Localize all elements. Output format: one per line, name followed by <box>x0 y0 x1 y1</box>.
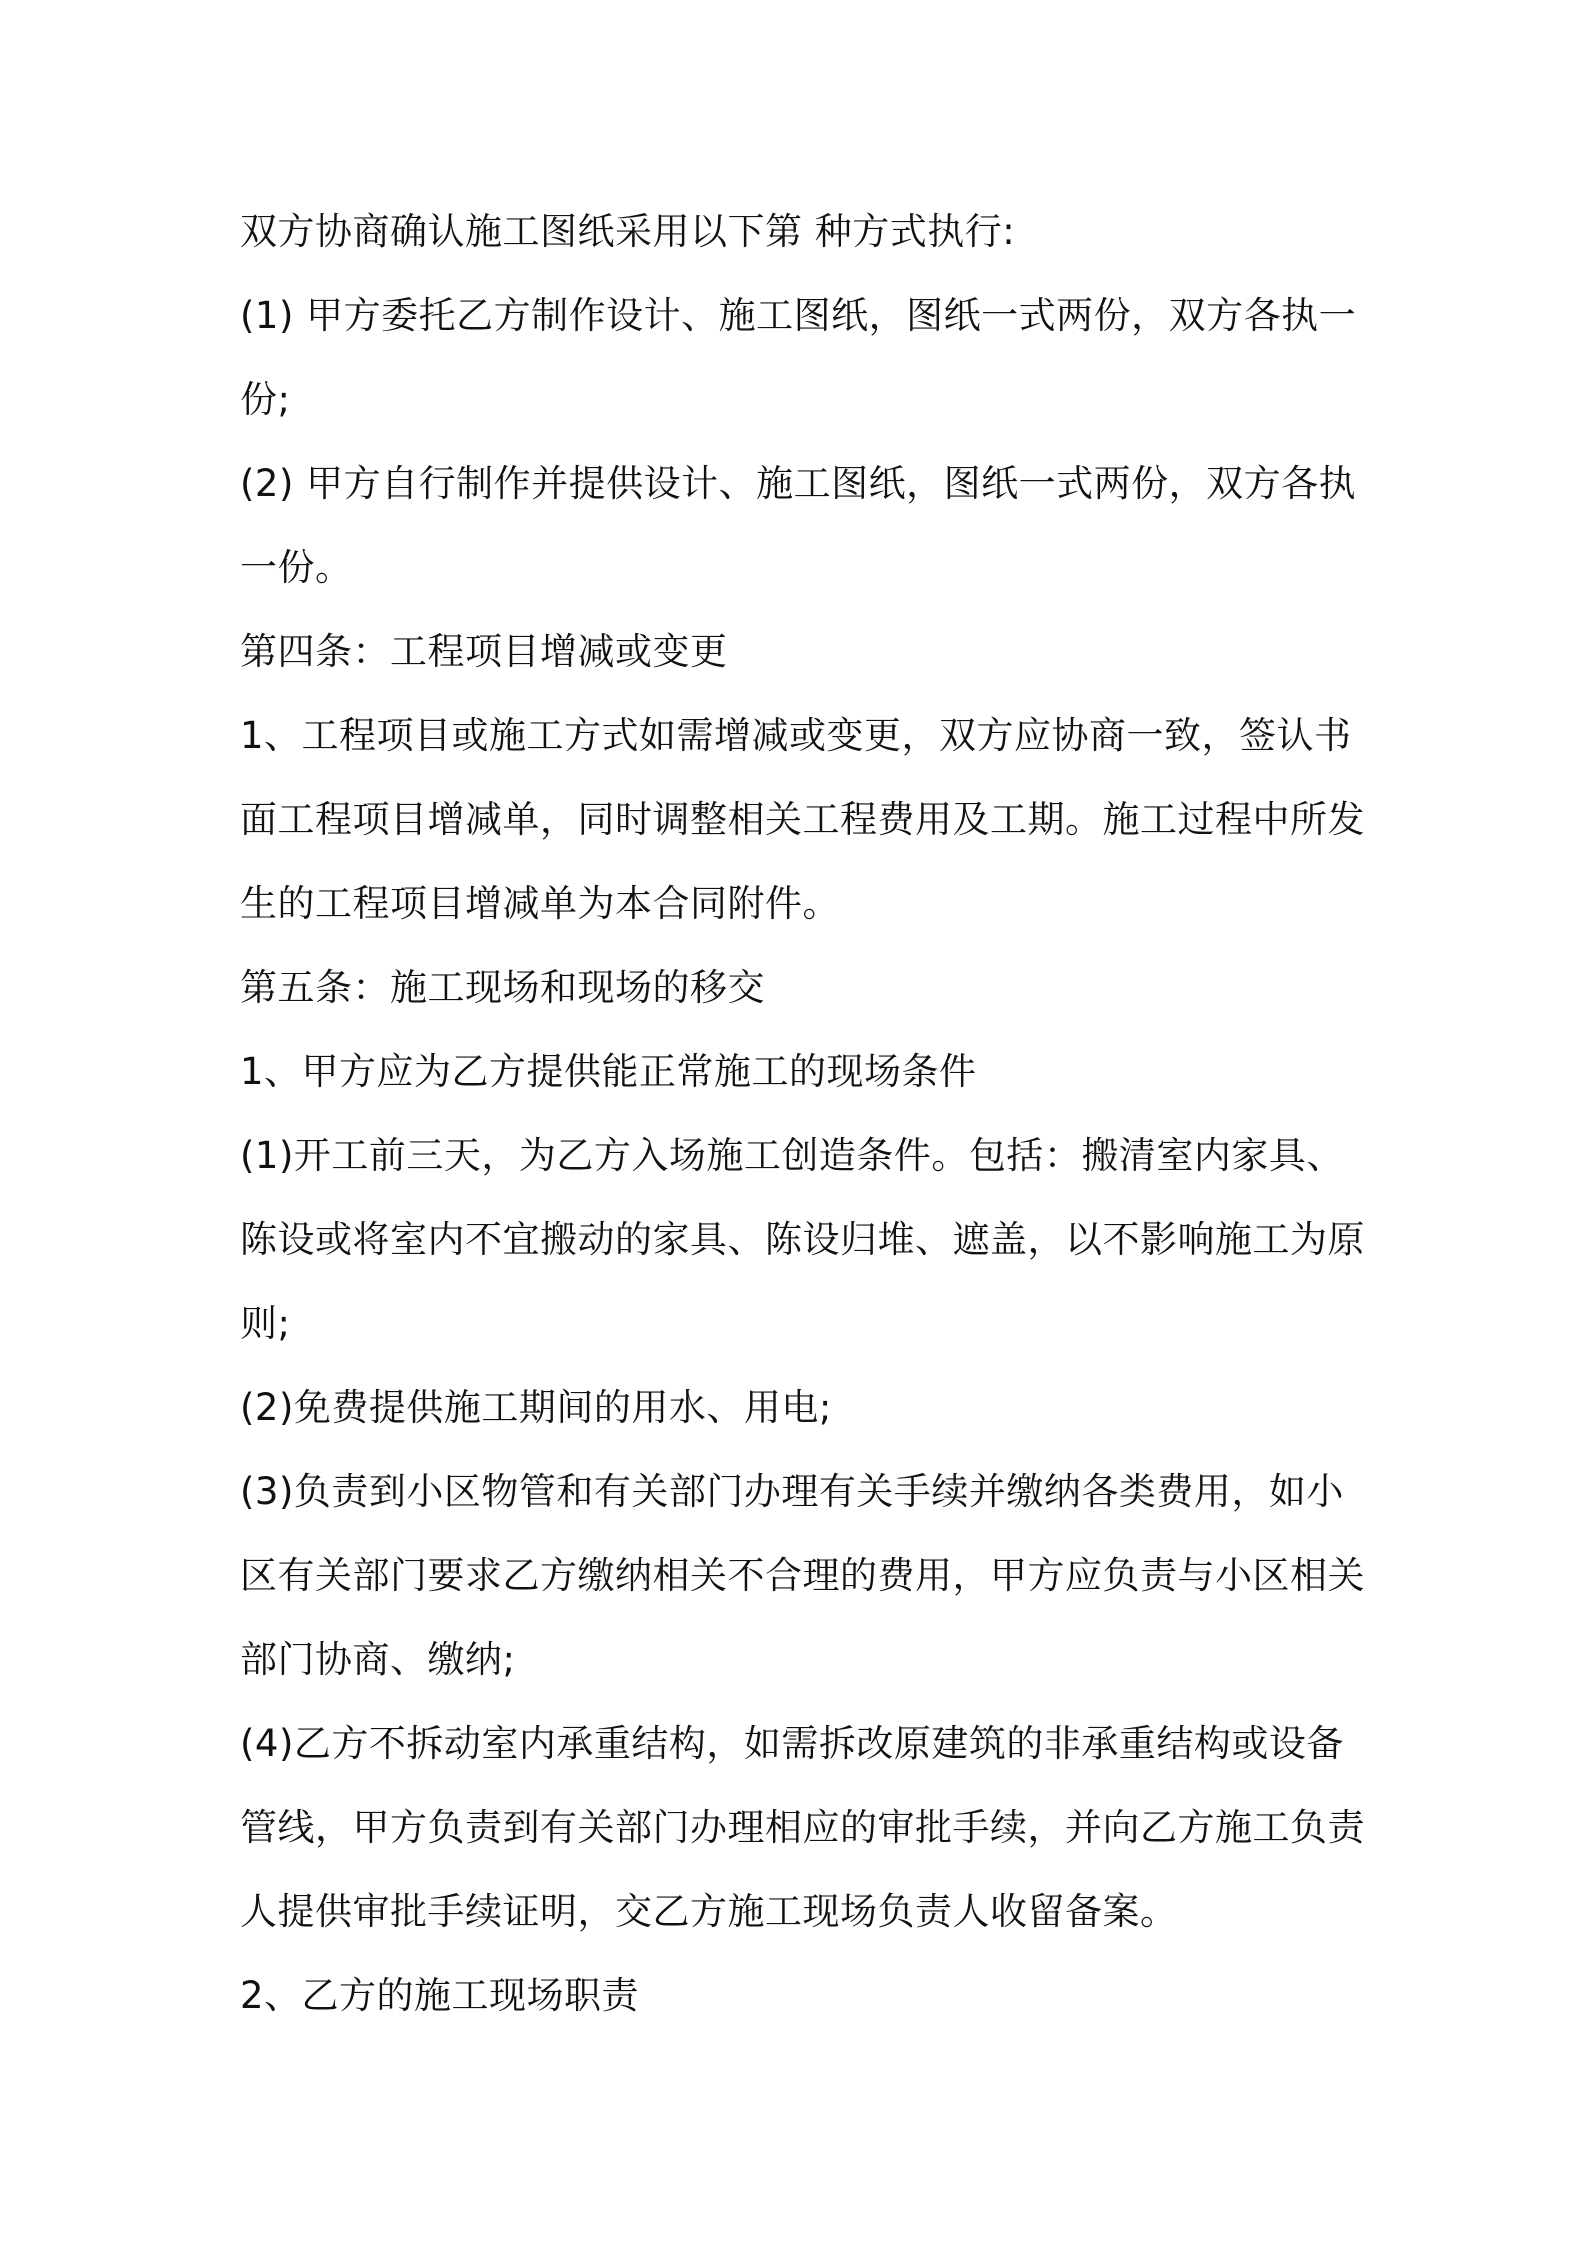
text-line: 管线，甲方负责到有关部门办理相应的审批手续，并向乙方施工负责 <box>240 1806 1365 1849</box>
text-line: 一份。 <box>240 546 353 589</box>
text-line: 双方协商确认施工图纸采用以下第 种方式执行: <box>240 210 1016 253</box>
text-line: (3)负责到小区物管和有关部门办理有关手续并缴纳各类费用，如小 <box>240 1470 1344 1513</box>
text-line: (4)乙方不拆动室内承重结构，如需拆改原建筑的非承重结构或设备 <box>240 1722 1344 1765</box>
text-line: (1) 甲方委托乙方制作设计、施工图纸，图纸一式两份，双方各执一 <box>240 294 1357 337</box>
text-line: (1)开工前三天，为乙方入场施工创造条件。包括：搬清室内家具、 <box>240 1134 1344 1177</box>
text-line: 1、甲方应为乙方提供能正常施工的现场条件 <box>240 1050 977 1093</box>
text-line: 生的工程项目增减单为本合同附件。 <box>240 882 840 925</box>
text-line: 区有关部门要求乙方缴纳相关不合理的费用，甲方应负责与小区相关 <box>240 1554 1365 1597</box>
text-line: 陈设或将室内不宜搬动的家具、陈设归堆、遮盖，以不影响施工为原 <box>240 1218 1365 1261</box>
document-page <box>240 190 1365 2038</box>
text-line: (2) 甲方自行制作并提供设计、施工图纸，图纸一式两份，双方各执 <box>240 462 1357 505</box>
section-heading: 第五条：施工现场和现场的移交 <box>240 966 765 1009</box>
text-line: (2)免费提供施工期间的用水、用电; <box>240 1386 832 1429</box>
text-line: 2、乙方的施工现场职责 <box>240 1974 640 2017</box>
section-heading: 第四条：工程项目增减或变更 <box>240 630 728 673</box>
text-line: 1、工程项目或施工方式如需增减或变更，双方应协商一致，签认书 <box>240 714 1352 757</box>
text-line: 人提供审批手续证明，交乙方施工现场负责人收留备案。 <box>240 1890 1178 1933</box>
text-line: 部门协商、缴纳; <box>240 1638 516 1681</box>
text-line: 则; <box>240 1302 291 1345</box>
text-line: 份; <box>240 378 291 421</box>
text-line: 面工程项目增减单，同时调整相关工程费用及工期。施工过程中所发 <box>240 798 1365 841</box>
